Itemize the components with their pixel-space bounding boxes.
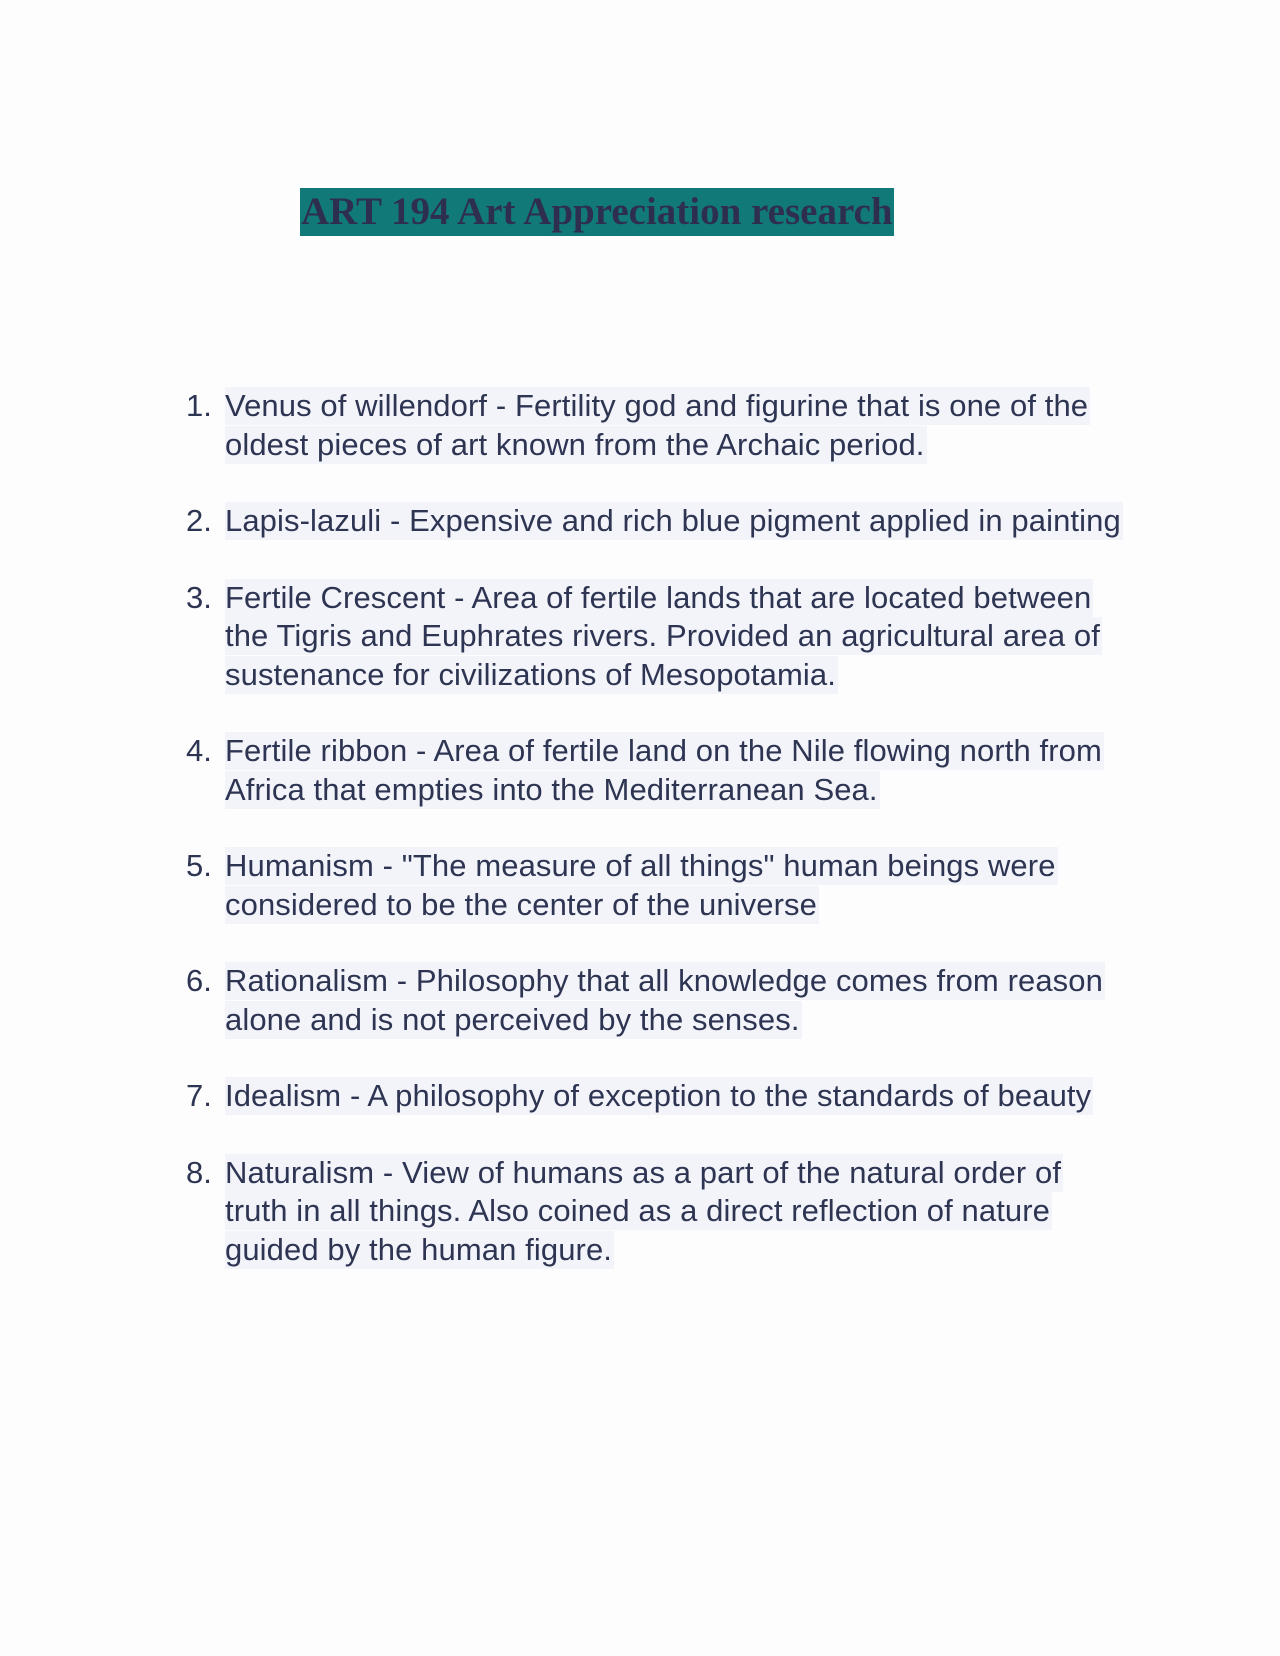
item-text [225, 579, 1130, 695]
item-number: 6. [186, 963, 212, 998]
list-item [0, 1077, 1280, 1116]
item-text-content: Naturalism - View of humans as a part of the natural order of truth in all things. Also coined as a direct reflection of nature guided by the human figure. [225, 1154, 1062, 1267]
list-item [0, 502, 1280, 541]
item-text-content: Fertile Crescent - Area of fertile lands that are located between the Tigris and Euphrates rivers. Provided an agricultural area of sustenance for civilizations of Mesopotamia. [225, 579, 1100, 692]
item-text-content: Rationalism - Philosophy that all knowledge comes from reason alone and is not perceived by the senses. [225, 963, 1103, 1037]
item-number: 3. [186, 579, 212, 615]
item-number: 2. [186, 503, 212, 538]
item-text [225, 1077, 1130, 1116]
item-text [225, 847, 1130, 924]
item-number: 1. [186, 388, 212, 423]
item-number: 7. [186, 1078, 212, 1113]
item-text [225, 962, 1130, 1039]
item-text-content: Humanism - "The measure of all things" human beings were considered to be the center of the universe [225, 848, 1056, 922]
item-text [225, 502, 1130, 541]
list-item [0, 847, 1280, 924]
list-item [0, 579, 1280, 695]
title-block [300, 188, 894, 236]
item-text [225, 387, 1130, 464]
list-item [0, 962, 1280, 1039]
item-number: 8. [186, 1154, 212, 1190]
list-item [0, 387, 1280, 464]
page-title: ART 194 Art Appreciation research [300, 188, 894, 236]
terms-list [0, 387, 1280, 1307]
item-text-content: Idealism - A philosophy of exception to the standards of beauty [225, 1078, 1092, 1113]
item-text-content: Fertile ribbon - Area of fertile land on the Nile flowing north from Africa that empties into the Mediterranean Sea. [225, 733, 1102, 807]
list-item [0, 732, 1280, 809]
item-number: 4. [186, 733, 212, 768]
item-text [225, 732, 1130, 809]
item-number: 5. [186, 848, 212, 883]
list-item [0, 1154, 1280, 1270]
item-text-content: Venus of willendorf - Fertility god and figurine that is one of the oldest pieces of art known from the Archaic period. [225, 388, 1089, 462]
item-text [225, 1154, 1130, 1270]
item-text-content: Lapis-lazuli - Expensive and rich blue pigment applied in painting [225, 503, 1121, 538]
